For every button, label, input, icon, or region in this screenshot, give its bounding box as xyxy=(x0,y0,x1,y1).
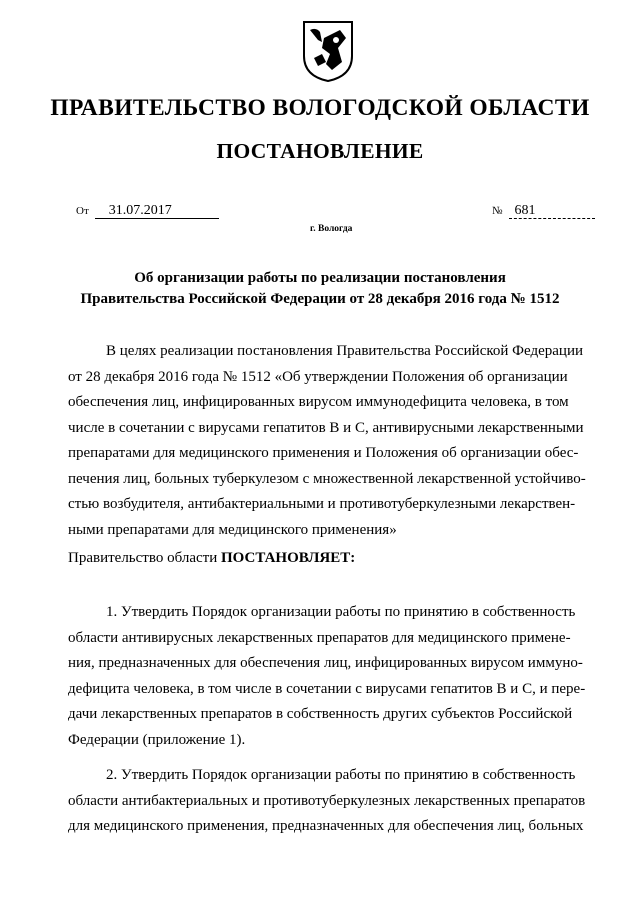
city-label: г. Вологда xyxy=(310,224,353,234)
subject-line: Об организации работы по реализации постановления xyxy=(134,270,506,286)
document-type: ПОСТАНОВЛЕНИЕ xyxy=(216,139,424,163)
document-subject xyxy=(60,268,580,310)
text-line: ными препаратами для медицинского применения» xyxy=(68,521,397,538)
subject-line: Правительства Российской Федерации от 28 декабря 2016 года № 1512 xyxy=(80,291,560,307)
text-line: обеспечения лиц, инфицированных вирусом иммунодефицита человека, в том xyxy=(68,394,569,410)
text-line: числе в сочетании с вирусами гепатитов В и С, антивирусными лекарственными xyxy=(68,419,584,436)
number-block xyxy=(492,203,595,219)
text-line: печения лиц, больных туберкулезом с множественной лекарственной устойчиво- xyxy=(68,470,586,487)
text-line: области антибактериальных и противотуберкулезных лекарственных препаратов xyxy=(68,792,586,809)
preamble-paragraph xyxy=(68,339,596,543)
text-line: Федерации (приложение 1). xyxy=(68,731,246,748)
text-line: для медицинского применения, предназначенных для обеспечения лиц, больных xyxy=(68,818,584,834)
text-line: дачи лекарственных препаратов в собственность других субъектов Российской xyxy=(68,706,573,722)
text-line: препаратами для медицинского применения и Положения об организации обес- xyxy=(68,445,579,461)
text-line: области антивирусных лекарственных препаратов для медицинского примене- xyxy=(68,629,571,646)
text-line: В целях реализации постановления Правительства Российской Федерации xyxy=(106,343,584,359)
text-line: дефицита человека, в том числе в сочетании с вирусами гепатитов В и С, и пере- xyxy=(68,680,586,697)
decree-word: ПОСТАНОВЛЯЕТ: xyxy=(220,550,356,566)
date-value: 31.07.2017 xyxy=(95,203,219,219)
date-label: От xyxy=(76,205,89,217)
text-line: стью возбудителя, антибактериальными и противотуберкулезными лекарствен- xyxy=(68,496,576,512)
item-2-paragraph xyxy=(68,763,596,840)
vologda-coat-of-arms-icon xyxy=(300,18,356,84)
government-title: ПРАВИТЕЛЬСТВО ВОЛОГОДСКОЙ ОБЛАСТИ xyxy=(50,95,590,121)
item-1-paragraph xyxy=(68,600,596,753)
text-line: ния, предназначенных для обеспечения лиц, инфицированных вирусом иммуно- xyxy=(68,655,583,671)
text-line: 1. Утвердить Порядок организации работы по принятию в собственность xyxy=(106,604,576,620)
text-line: 2. Утвердить Порядок организации работы по принятию в собственность xyxy=(106,767,576,783)
text-line: от 28 декабря 2016 года № 1512 «Об утверждении Положения об организации xyxy=(68,368,568,385)
decree-line xyxy=(68,550,355,567)
number-value: 681 xyxy=(509,203,595,219)
date-block xyxy=(76,203,219,219)
number-label: № xyxy=(492,205,503,217)
decree-prefix: Правительство области xyxy=(68,550,218,566)
